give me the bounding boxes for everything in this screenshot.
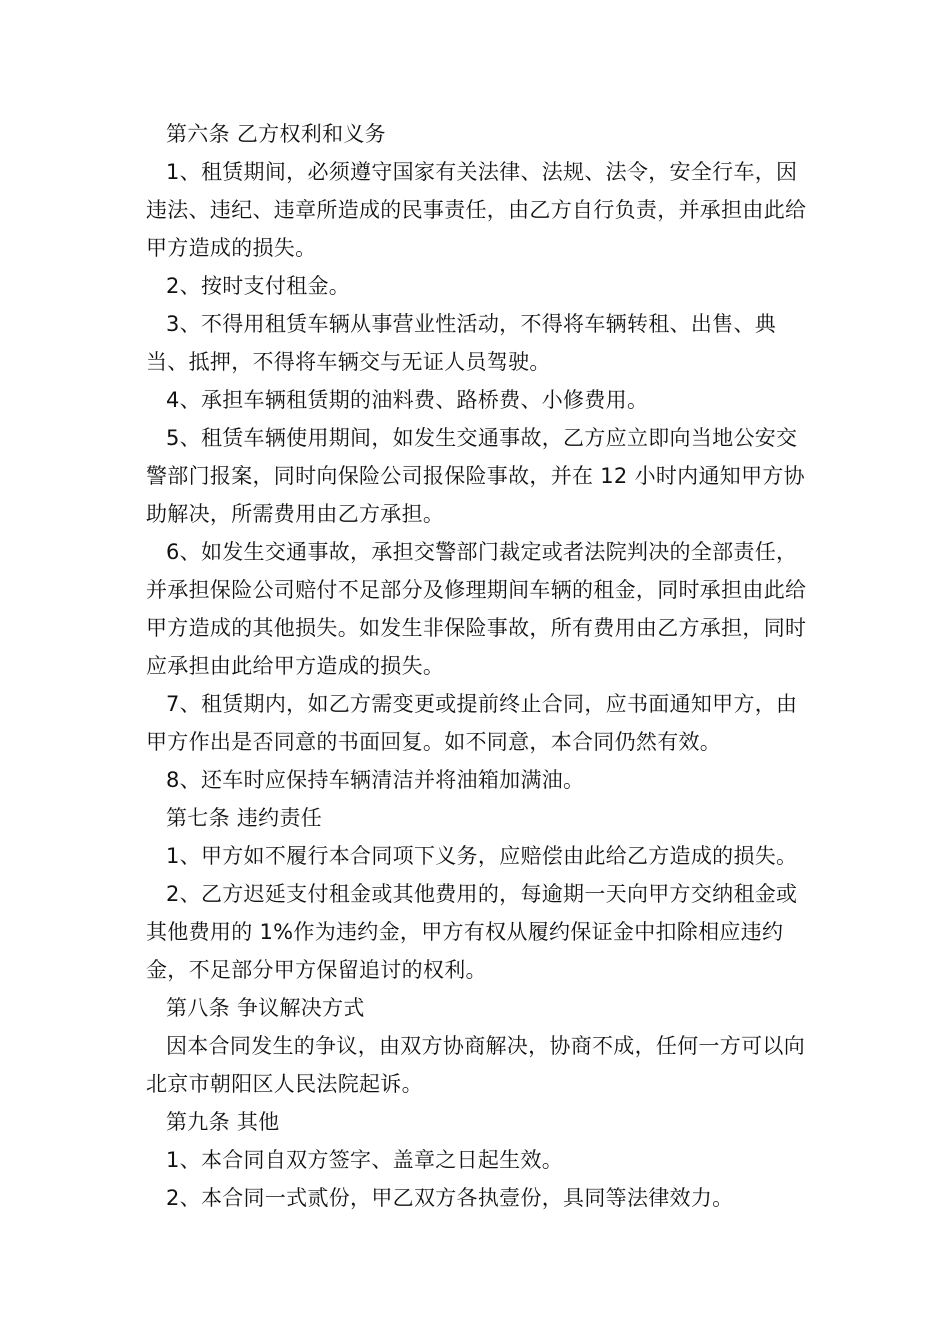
section-heading-article-9: 第九条 其他	[166, 1110, 280, 1134]
clause-6-8: 8、还车时应保持车辆清洁并将油箱加满油。	[166, 768, 585, 792]
section-heading-article-7: 第七条 违约责任	[166, 806, 323, 830]
clause-6-7: 7、租赁期内，如乙方需变更或提前终止合同，应书面通知甲方，由甲方作出是否同意的书面回复。如不同意，本合同仍然有效。	[146, 692, 798, 754]
clause-7-2: 2、乙方迟延支付租金或其他费用的，每逾期一天向甲方交纳租金或其他费用的 1%作为违约金，甲方有权从履约保证金中扣除相应违约金，不足部分甲方保留追讨的权利。	[146, 882, 798, 982]
document-body	[146, 115, 816, 1217]
clause-6-2: 2、按时支付租金。	[166, 274, 351, 298]
clause-6-5: 5、租赁车辆使用期间，如发生交通事故，乙方应立即向当地公安交警部门报案，同时向保险公司报保险事故，并在 12 小时内通知甲方协助解决，所需费用由乙方承担。	[146, 426, 805, 526]
clause-6-1: 1、租赁期间，必须遵守国家有关法律、法规、法令，安全行车，因违法、违纪、违章所造成的民事责任，由乙方自行负责，并承担由此给甲方造成的损失。	[146, 160, 807, 260]
clause-6-3: 3、不得用租赁车辆从事营业性活动，不得将车辆转租、出售、典当、抵押，不得将车辆交与无证人员驾驶。	[146, 312, 777, 374]
clause-9-1: 1、本合同自双方签字、盖章之日起生效。	[166, 1148, 564, 1172]
clause-6-4: 4、承担车辆租赁期的油料费、路桥费、小修费用。	[166, 388, 649, 412]
clause-9-2: 2、本合同一式贰份，甲乙双方各执壹份，具同等法律效力。	[166, 1186, 734, 1210]
clause-8-body: 因本合同发生的争议，由双方协商解决，协商不成，任何一方可以向北京市朝阳区人民法院起诉。	[146, 1034, 805, 1096]
clause-7-1: 1、甲方如不履行本合同项下义务，应赔偿由此给乙方造成的损失。	[166, 844, 798, 868]
section-heading-article-8: 第八条 争议解决方式	[166, 996, 365, 1020]
section-heading-article-6: 第六条 乙方权利和义务	[166, 122, 386, 146]
clause-6-6: 6、如发生交通事故，承担交警部门裁定或者法院判决的全部责任，并承担保险公司赔付不足部分及修理期间车辆的租金，同时承担由此给甲方造成的其他损失。如发生非保险事故，所有费用由乙方承担，同时应承担由此给甲方造成的损失。	[146, 540, 807, 678]
